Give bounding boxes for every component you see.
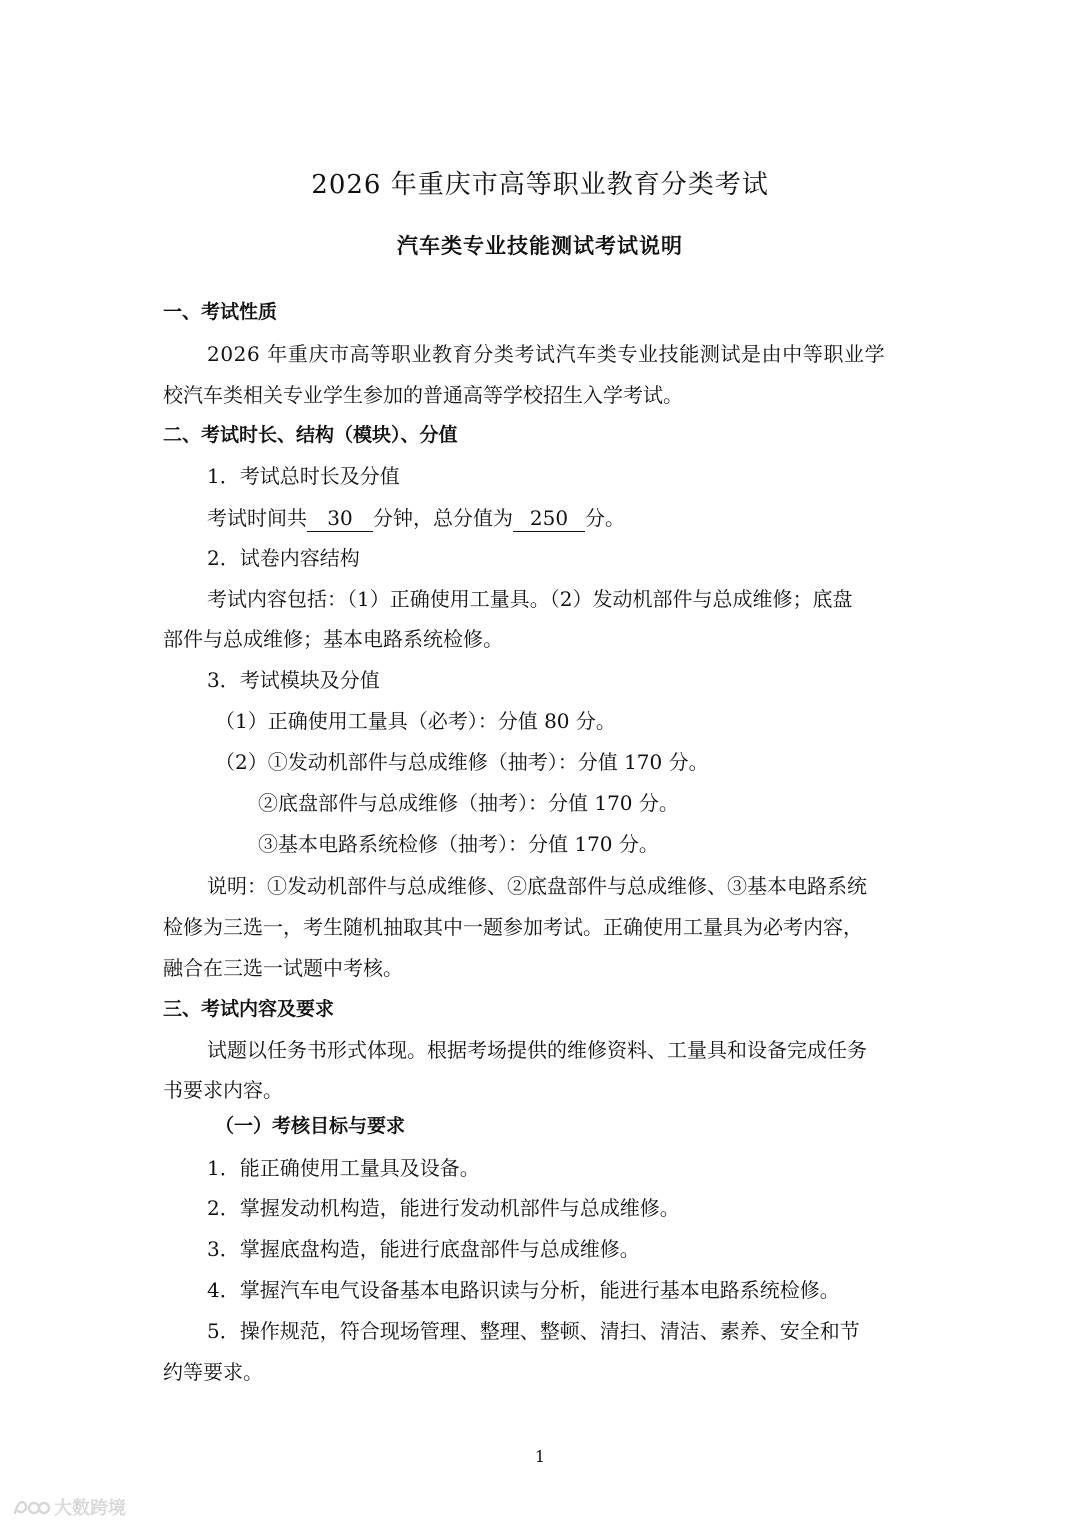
goal-line: 约等要求。 — [163, 1360, 263, 1384]
goal-line: 5．操作规范，符合现场管理、整理、整顿、清扫、清洁、素养、安全和节 — [207, 1319, 860, 1343]
score-suffix: 分。 — [585, 506, 625, 530]
goal-line: 2．掌握发动机构造，能进行发动机部件与总成维修。 — [207, 1196, 680, 1220]
goal-line: 4．掌握汽车电气设备基本电路识读与分析，能进行基本电路系统检修。 — [207, 1278, 840, 1302]
section-heading-2: 二、考试时长、结构（模块）、分值 — [163, 424, 458, 446]
note-line: 检修为三选一，考生随机抽取其中一题参加考试。正确使用工量具为必考内容， — [163, 915, 863, 939]
document-subtitle: 汽车类专业技能测试考试说明 — [397, 233, 683, 258]
page-number: 1 — [534, 1447, 546, 1466]
paragraph-line: 2026 年重庆市高等职业教育分类考试汽车类专业技能测试是由中等职业学 — [207, 342, 886, 366]
paragraph-line: 部件与总成维修；基本电路系统检修。 — [163, 627, 503, 651]
module-line: （1）正确使用工量具（必考）：分值 80 分。 — [215, 709, 616, 733]
module-line: （2）①发动机部件与总成维修（抽考）：分值 170 分。 — [215, 750, 709, 774]
paragraph-line: 试题以任务书形式体现。根据考场提供的维修资料、工量具和设备完成任务 — [207, 1038, 867, 1062]
time-mid: 分钟，总分值为 — [373, 506, 513, 530]
note-line: 融合在三选一试题中考核。 — [163, 956, 403, 980]
logo-icon — [12, 1496, 50, 1518]
module-line: ③基本电路系统检修（抽考）：分值 170 分。 — [258, 832, 659, 856]
paragraph-line: 书要求内容。 — [163, 1078, 283, 1102]
item-heading: 3．考试模块及分值 — [207, 668, 380, 692]
score-value: 250 — [513, 505, 585, 532]
watermark-text: 大数跨境 — [54, 1498, 126, 1519]
paragraph-line: 校汽车类相关专业学生参加的普通高等学校招生入学考试。 — [163, 383, 683, 407]
section-heading-3: 三、考试内容及要求 — [163, 998, 335, 1020]
watermark — [12, 1494, 126, 1520]
goal-line: 1．能正确使用工量具及设备。 — [207, 1156, 480, 1180]
item-heading: 2．试卷内容结构 — [207, 546, 360, 570]
note-line: 说明：①发动机部件与总成维修、②底盘部件与总成维修、③基本电路系统 — [207, 874, 867, 898]
section-heading-1: 一、考试性质 — [163, 301, 278, 323]
time-prefix: 考试时间共 — [207, 506, 307, 530]
time-score-line — [207, 504, 625, 532]
paragraph-line: 考试内容包括：（1）正确使用工量具。（2）发动机部件与总成维修；底盘 — [207, 587, 853, 611]
module-line: ②底盘部件与总成维修（抽考）：分值 170 分。 — [258, 791, 679, 815]
subsection-heading: （一）考核目标与要求 — [215, 1115, 406, 1137]
time-value: 30 — [307, 505, 373, 532]
document-title: 2026 年重庆市高等职业教育分类考试 — [311, 170, 769, 200]
goal-line: 3．掌握底盘构造，能进行底盘部件与总成维修。 — [207, 1237, 640, 1261]
item-heading: 1．考试总时长及分值 — [207, 464, 400, 488]
